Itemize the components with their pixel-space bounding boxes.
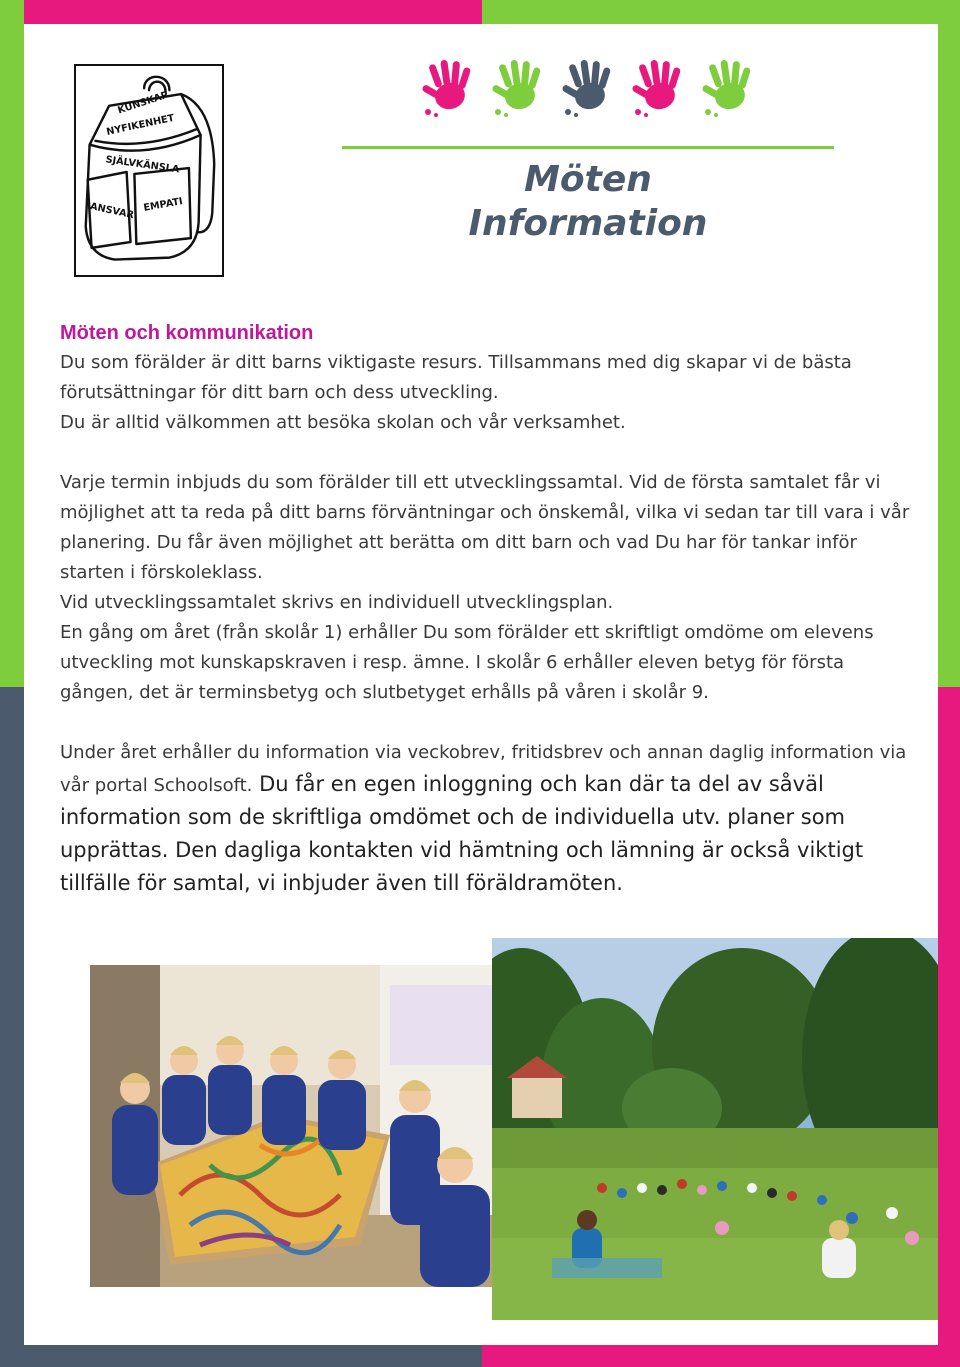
spacer — [60, 708, 918, 738]
main-content — [60, 318, 918, 900]
logo-word-4: ANSVAR — [89, 201, 135, 222]
handprint-icon — [488, 58, 550, 120]
park-photo-illustration — [492, 938, 938, 1320]
handprint-icon — [558, 58, 620, 120]
section-heading: Möten och kommunikation — [60, 322, 314, 344]
handprint-icon — [628, 58, 690, 120]
frame-top-left — [0, 0, 482, 24]
logo-word-1: KUNSKAP — [116, 89, 170, 117]
frame-left-top — [0, 0, 24, 687]
frame-top-right — [482, 0, 960, 24]
backpack-icon — [76, 66, 222, 275]
handprint-icon — [418, 58, 480, 120]
paragraph-5: En gång om året (från skolår 1) erhåller Du som förälder ett skriftligt omdöme om elevens utveckling mot kunskapskraven i resp. ämne. I skolår 6 erhåller eleven betyg för första gången, det är terminsbetyg och slutbetyget erhålls på våren i skolår 9. — [60, 622, 874, 703]
handprints — [418, 58, 764, 122]
frame-right-bottom — [938, 687, 960, 1367]
paragraph-6 — [60, 738, 918, 900]
frame-bottom-left — [0, 1345, 482, 1367]
logo-word-2: NYFIKENHET — [105, 112, 176, 138]
paragraph-2: Du är alltid välkommen att besöka skolan och vår verksamhet. — [60, 412, 626, 433]
paragraph-6-part-2: Du får en egen inloggning och kan där ta del av såväl information som de skriftliga omdömet och de individuella utv. planer som upprättas. Den dagliga kontakten vid hämtning och lämning är också viktigt tillfälle för samtal, vi inbjuder även till föräldramöten. — [60, 772, 864, 895]
handprint-icon — [698, 58, 760, 120]
logo-word-3: SJÄLVKÄNSLA — [104, 154, 181, 176]
spacer — [60, 438, 918, 468]
paragraph-6-part-1: Under året erhåller du information via veckobrev, fritidsbrev och annan daglig information via vår portal Schoolsoft. — [60, 742, 907, 796]
backpack-logo — [74, 64, 224, 277]
paragraph-1: Du som förälder är ditt barns viktigaste resurs. Tillsammans med dig skapar vi de bästa förutsättningar för ditt barn och dess utveckling. — [60, 352, 852, 403]
paragraph-3: Varje termin inbjuds du som förälder till ett utvecklingssamtal. Vid de första samtalet får vi möjlighet att ta reda på ditt barns förväntningar och önskemål, vilka vi sedan tar till vara i vår planering. Du får även möjlighet att berätta om ditt barn och vad Du har för tankar inför starten i förskoleklass. — [60, 472, 910, 583]
title-rule — [342, 146, 834, 149]
page-title — [400, 158, 776, 246]
title-line-2: Information — [468, 203, 708, 244]
title-line-1: Möten — [524, 159, 652, 200]
frame-right-top — [938, 0, 960, 687]
logo-word-5: EMPATI — [142, 196, 184, 214]
photo-children-painting — [90, 965, 518, 1287]
photo-outdoor-gathering — [492, 938, 938, 1320]
paragraph-4: Vid utvecklingssamtalet skrivs en individuell utvecklingsplan. — [60, 592, 614, 613]
painting-photo-illustration — [90, 965, 518, 1287]
frame-left-bottom — [0, 687, 24, 1367]
frame-bottom-right — [482, 1345, 960, 1367]
